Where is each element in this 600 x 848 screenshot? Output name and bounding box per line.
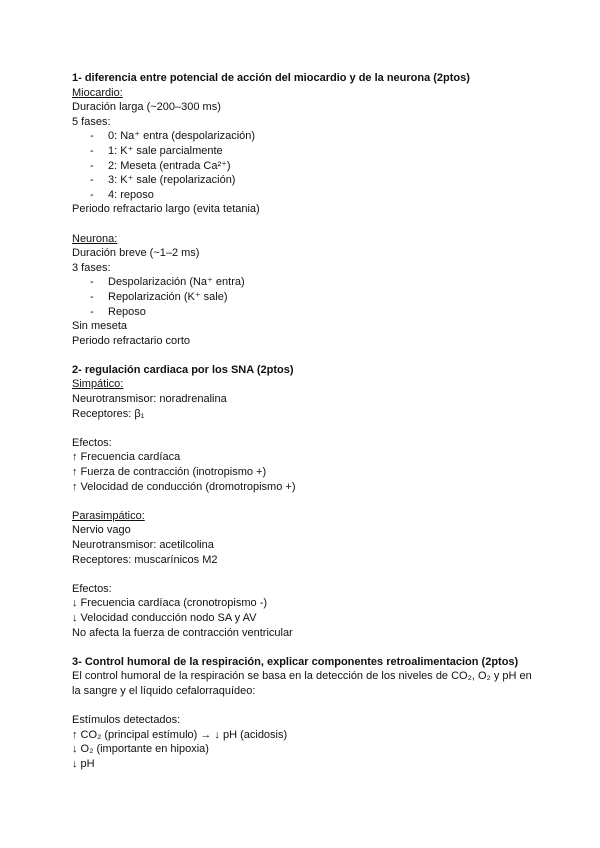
list-item: - 0: Na⁺ entra (despolarización) [90, 130, 256, 143]
dash-bullet: - [90, 290, 94, 303]
list-item: - 3: K⁺ sale (repolarización) [90, 174, 236, 187]
dash-bullet: - [90, 130, 94, 143]
parasimpatico-effects-title: Efectos: [72, 582, 112, 595]
spacer [72, 217, 542, 232]
spacer [72, 494, 542, 509]
spacer [72, 640, 542, 655]
parasimpatico-label: Parasimpático: [72, 509, 145, 522]
simpatico-receptors: Receptores: β₁ [72, 407, 145, 420]
dash-bullet: - [90, 188, 94, 201]
list-item: ↑ Fuerza de contracción (inotropismo +) [72, 466, 267, 479]
miocardio-duration: Duración larga (~200–300 ms) [72, 101, 221, 114]
miocardio-label: Miocardio: [72, 86, 123, 99]
list-item: - Reposo [90, 305, 146, 318]
spacer [72, 567, 542, 582]
neurona-refractory: Periodo refractario corto [72, 334, 190, 347]
stimuli-title: Estímulos detectados: [72, 714, 181, 727]
parasimpatico-neurotransmitter: Neurotransmisor: acetilcolina [72, 539, 214, 551]
section3-heading: 3- Control humoral de la respiración, explicar componentes retroalimentacion (2ptos) [72, 655, 519, 668]
dash-bullet: - [90, 159, 94, 172]
list-item: - Repolarización (K⁺ sale) [90, 290, 228, 303]
document-content [72, 71, 542, 772]
list-item: No afecta la fuerza de contracción ventricular [72, 626, 293, 639]
simpatico-label: Simpático: [72, 378, 124, 391]
section1-heading: 1- diferencia entre potencial de acción del miocardio y de la neurona (2ptos) [72, 72, 470, 84]
list-item: ↑ Velocidad de conducción (dromotropismo +) [72, 480, 296, 493]
dash-bullet: - [90, 276, 94, 289]
miocardio-refractory: Periodo refractario largo (evita tetania) [72, 203, 260, 216]
section2-heading: 2- regulación cardiaca por los SNA (2ptos) [72, 363, 294, 376]
list-item: ↑ CO₂ (principal estímulo) → ↓ pH (acidosis) [72, 728, 288, 741]
list-item: ↑ Frecuencia cardíaca [72, 451, 181, 464]
list-item: ↓ O₂ (importante en hipoxia) [72, 743, 209, 756]
list-item: - Despolarización (Na⁺ entra) [90, 276, 245, 289]
dash-bullet: - [90, 144, 94, 157]
dash-bullet: - [90, 174, 94, 187]
list-item: - 2: Meseta (entrada Ca²⁺) [90, 159, 231, 172]
spacer [72, 421, 542, 436]
spacer [72, 699, 542, 714]
neurona-duration: Duración breve (~1–2 ms) [72, 247, 200, 260]
simpatico-effects-title: Efectos: [72, 436, 112, 449]
neurona-no-plateau: Sin meseta [72, 320, 128, 333]
neurona-phases-title: 3 fases: [72, 261, 111, 274]
parasimpatico-nerve: Nervio vago [72, 524, 131, 537]
list-item: - 4: reposo [90, 188, 154, 201]
simpatico-neurotransmitter: Neurotransmisor: noradrenalina [72, 393, 227, 406]
list-item: ↓ Frecuencia cardíaca (cronotropismo -) [72, 597, 268, 610]
spacer [72, 348, 542, 363]
section3-intro: El control humoral de la respiración se basa en la detección de los niveles de CO₂, O₂ y pH en la sangre y el líquido cefalorraquídeo: [72, 670, 532, 697]
neurona-label: Neurona: [72, 232, 118, 245]
miocardio-phases-title: 5 fases: [72, 115, 111, 128]
list-item: ↓ Velocidad conducción nodo SA y AV [72, 611, 257, 624]
list-item: - 1: K⁺ sale parcialmente [90, 144, 223, 157]
list-item: ↓ pH [72, 757, 95, 770]
parasimpatico-receptors: Receptores: muscarínicos M2 [72, 553, 218, 566]
dash-bullet: - [90, 305, 94, 318]
